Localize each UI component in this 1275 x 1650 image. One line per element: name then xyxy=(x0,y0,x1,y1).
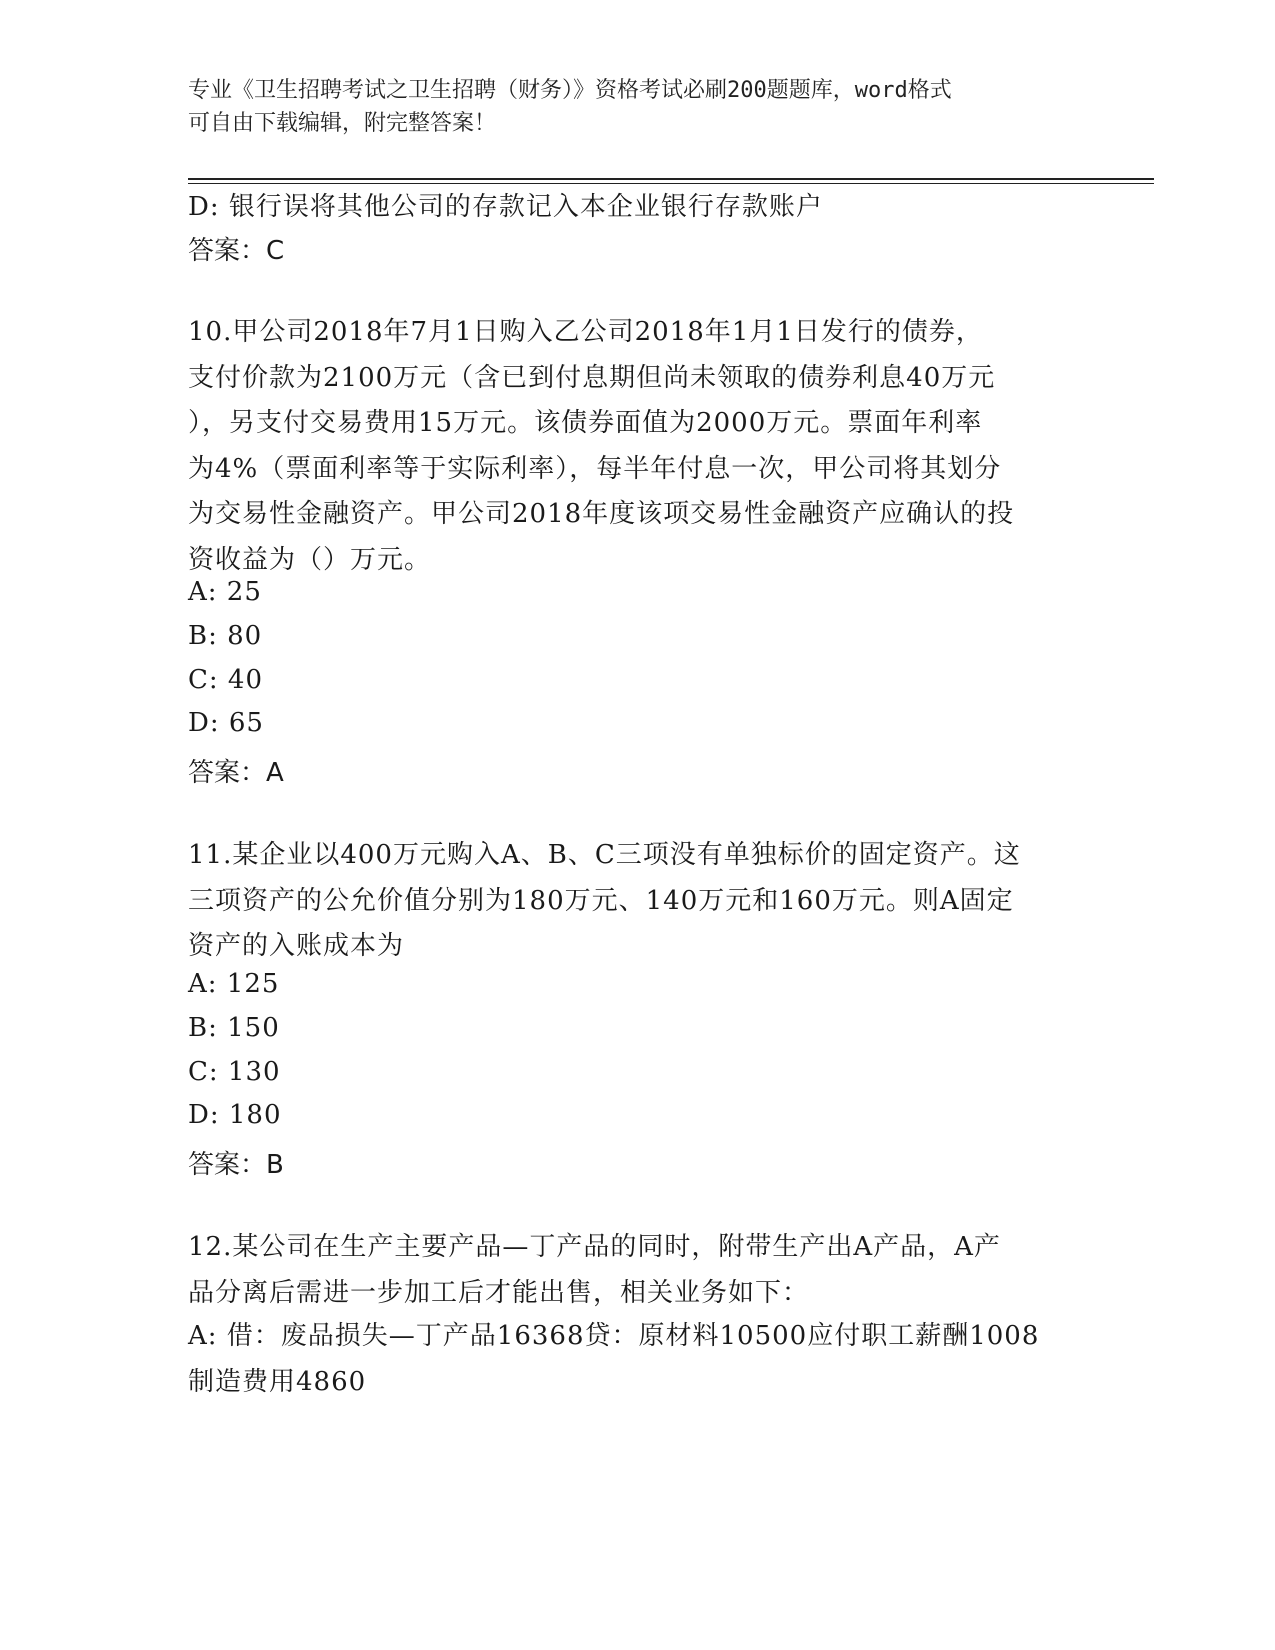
question-10-line: 10.甲公司2018年7月1日购入乙公司2018年1月1日发行的债券， xyxy=(188,317,983,347)
prev-option-d: D: 银行误将其他公司的存款记入本企业银行存款账户 xyxy=(188,192,823,222)
question-12-option-a xyxy=(188,1314,1088,1405)
question-12-option-a-line: 制造费用4860 xyxy=(188,1366,367,1397)
question-12-line: 12.某公司在生产主要产品—丁产品的同时，附带生产出A产品，A产 xyxy=(188,1232,1001,1262)
question-10-option-a: A: 25 xyxy=(188,577,262,607)
question-12-text xyxy=(188,1225,1088,1316)
question-11-line: 三项资产的公允价值分别为180万元、140万元和160万元。则A固定 xyxy=(188,885,1014,916)
question-11-option-d: D: 180 xyxy=(188,1100,282,1130)
question-12-line: 品分离后需进一步加工后才能出售，相关业务如下： xyxy=(188,1277,810,1308)
question-10-option-b: B: 80 xyxy=(188,621,263,651)
question-12-option-a-line: A: 借：废品损失—丁产品16368贷：原材料10500应付职工薪酬1008 xyxy=(188,1321,1040,1351)
question-10-answer: 答案：A xyxy=(188,758,284,788)
question-10-text xyxy=(188,310,1088,583)
header-line-1: 专业《卫生招聘考试之卫生招聘（财务）》资格考试必刷200题题库，word格式 xyxy=(188,78,952,103)
header-rule-thin xyxy=(188,183,1154,184)
question-11-answer: 答案：B xyxy=(188,1150,284,1180)
question-11-line: 资产的入账成本为 xyxy=(188,931,405,961)
question-11-text xyxy=(188,833,1088,970)
question-11-option-c: C: 130 xyxy=(188,1057,281,1087)
question-11-line: 11.某企业以400万元购入A、B、C三项没有单独标价的固定资产。这 xyxy=(188,840,1021,870)
question-11-option-b: B: 150 xyxy=(188,1013,280,1043)
header-line-2: 可自由下载编辑，附完整答案！ xyxy=(188,111,497,136)
question-10-line: 支付价款为2100万元（含已到付息期但尚未领取的债券利息40万元 xyxy=(188,362,996,393)
question-10-line: 为交易性金融资产。甲公司2018年度该项交易性金融资产应确认的投 xyxy=(188,499,1015,529)
question-10-line: ），另支付交易费用15万元。该债券面值为2000万元。票面年利率 xyxy=(188,408,983,438)
header-rule-thick xyxy=(188,178,1154,180)
page-header xyxy=(188,74,1068,140)
question-10-option-c: C: 40 xyxy=(188,665,264,695)
question-10-option-d: D: 65 xyxy=(188,708,264,738)
question-10-line: 资收益为（）万元。 xyxy=(188,544,432,575)
question-10-line: 为4%（票面利率等于实际利率），每半年付息一次，甲公司将其划分 xyxy=(188,453,1002,484)
prev-answer: 答案：C xyxy=(188,236,285,266)
question-11-option-a: A: 125 xyxy=(188,969,280,999)
